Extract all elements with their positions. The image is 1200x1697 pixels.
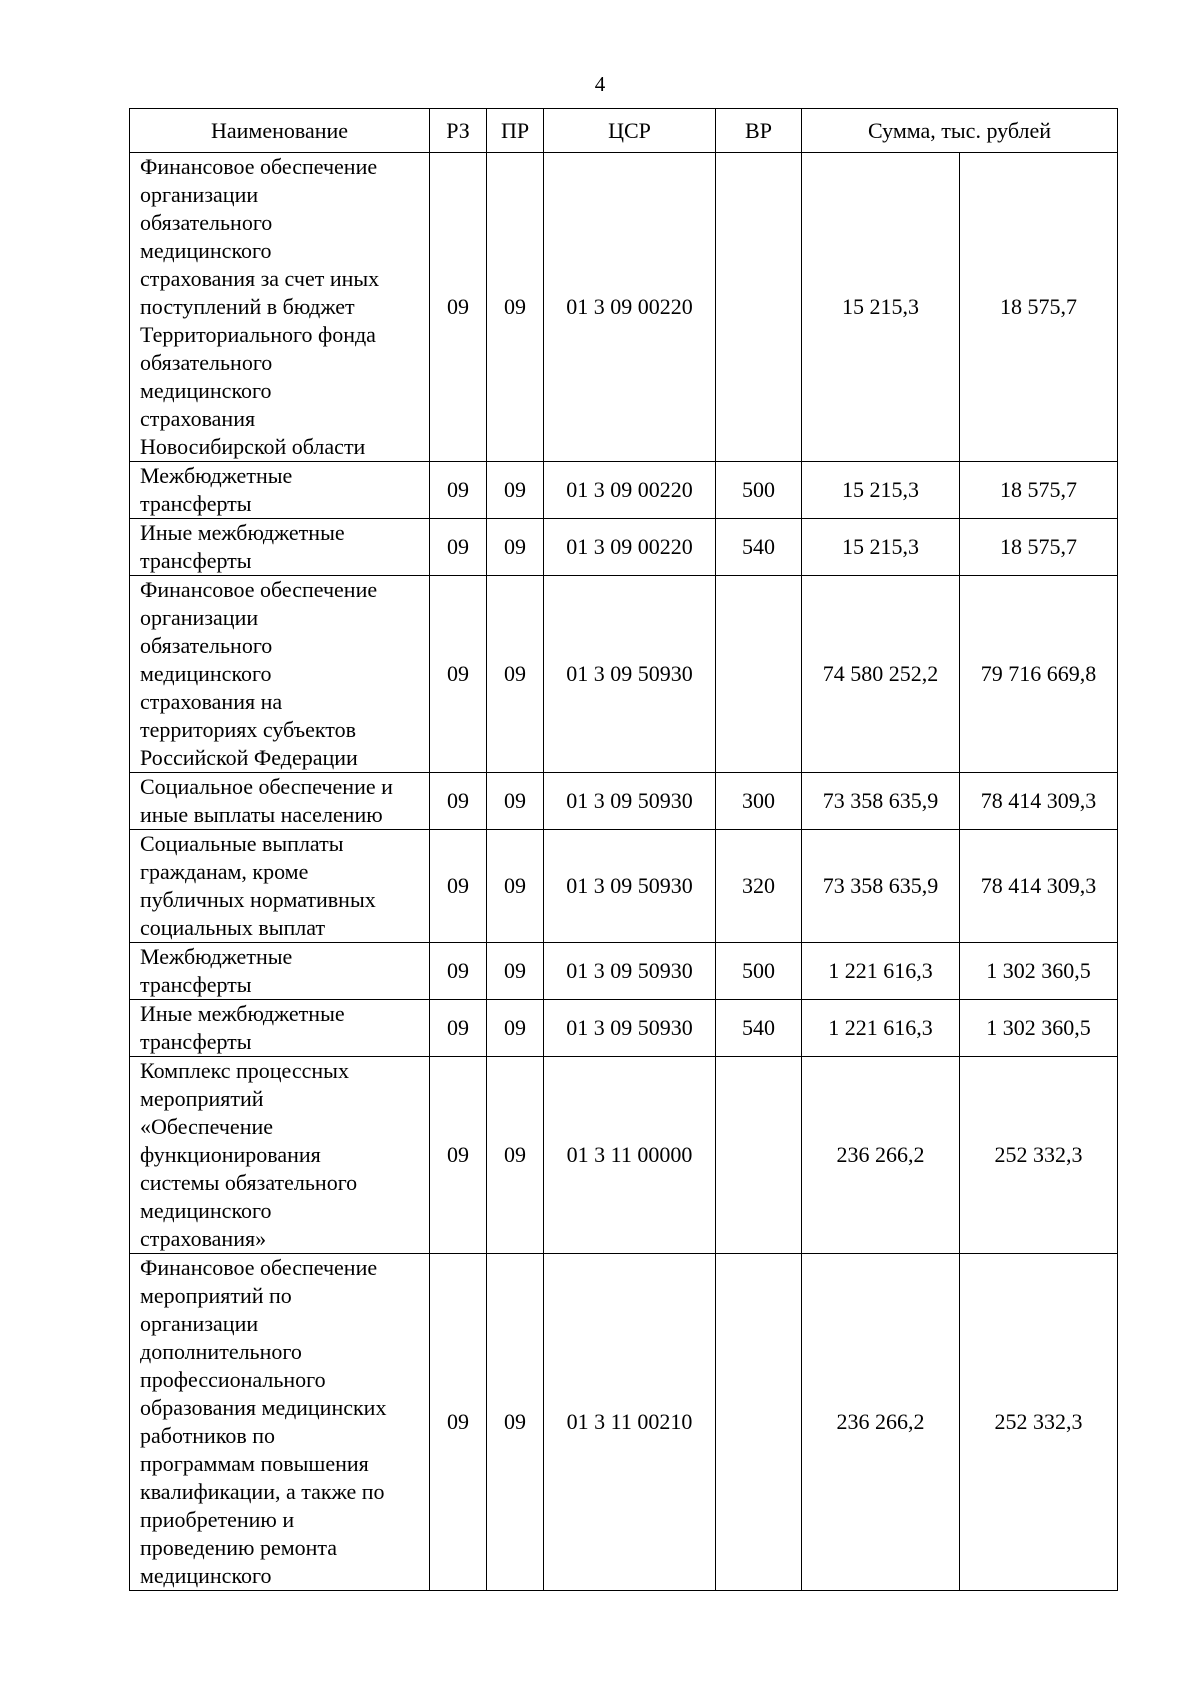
cell-vr: 320 [716,830,802,943]
cell-rz: 09 [430,519,487,576]
cell-sum-2: 1 302 360,5 [960,1000,1118,1057]
cell-rz: 09 [430,462,487,519]
cell-vr [716,1254,802,1591]
page-number: 4 [594,72,606,96]
cell-sum-1: 236 266,2 [802,1254,960,1591]
cell-vr [716,576,802,773]
cell-sum-2: 18 575,7 [960,519,1118,576]
cell-pr: 09 [487,1057,544,1254]
cell-sum-1: 15 215,3 [802,153,960,462]
cell-rz: 09 [430,1057,487,1254]
budget-table [129,108,1118,1591]
cell-vr: 500 [716,943,802,1000]
cell-name: Социальное обеспечение и иные выплаты населению [130,773,430,830]
header-rz: РЗ [430,109,487,153]
cell-pr: 09 [487,943,544,1000]
cell-rz: 09 [430,943,487,1000]
cell-rz: 09 [430,1000,487,1057]
cell-vr: 540 [716,519,802,576]
cell-pr: 09 [487,462,544,519]
table-row [130,830,1118,943]
cell-vr: 500 [716,462,802,519]
cell-vr: 300 [716,773,802,830]
table-row [130,1057,1118,1254]
cell-sum-1: 236 266,2 [802,1057,960,1254]
cell-csr: 01 3 11 00000 [544,1057,716,1254]
cell-sum-1: 15 215,3 [802,462,960,519]
cell-rz: 09 [430,576,487,773]
cell-name: Межбюджетные трансферты [130,462,430,519]
cell-sum-2: 18 575,7 [960,153,1118,462]
cell-csr: 01 3 09 50930 [544,773,716,830]
cell-pr: 09 [487,519,544,576]
cell-name: Финансовое обеспечение организации обязательного медицинского страхования за счет иных поступлений в бюджет Территориального фонда обязательного медицинского страхования Новосибирской области [130,153,430,462]
cell-sum-2: 18 575,7 [960,462,1118,519]
cell-sum-2: 78 414 309,3 [960,773,1118,830]
cell-pr: 09 [487,576,544,773]
cell-rz: 09 [430,773,487,830]
table-row [130,462,1118,519]
cell-sum-2: 252 332,3 [960,1057,1118,1254]
cell-csr: 01 3 11 00210 [544,1254,716,1591]
cell-name: Иные межбюджетные трансферты [130,519,430,576]
cell-csr: 01 3 09 00220 [544,519,716,576]
table-row [130,576,1118,773]
cell-sum-1: 1 221 616,3 [802,1000,960,1057]
cell-vr [716,1057,802,1254]
cell-pr: 09 [487,830,544,943]
table-header-row [130,109,1118,153]
cell-sum-1: 73 358 635,9 [802,773,960,830]
cell-name: Финансовое обеспечение мероприятий по организации дополнительного профессионального образования медицинских работников по программам повышения квалификации, а также по приобретению и проведению ремонта медицинского [130,1254,430,1591]
table-row [130,943,1118,1000]
cell-pr: 09 [487,153,544,462]
table-row [130,773,1118,830]
cell-csr: 01 3 09 50930 [544,1000,716,1057]
cell-sum-1: 74 580 252,2 [802,576,960,773]
header-name: Наименование [130,109,430,153]
table-row [130,153,1118,462]
cell-name: Финансовое обеспечение организации обязательного медицинского страхования на территориях субъектов Российской Федерации [130,576,430,773]
header-pr: ПР [487,109,544,153]
cell-vr: 540 [716,1000,802,1057]
cell-sum-2: 1 302 360,5 [960,943,1118,1000]
cell-rz: 09 [430,1254,487,1591]
cell-rz: 09 [430,153,487,462]
table-row [130,1000,1118,1057]
cell-vr [716,153,802,462]
cell-sum-2: 78 414 309,3 [960,830,1118,943]
cell-csr: 01 3 09 50930 [544,943,716,1000]
cell-sum-1: 73 358 635,9 [802,830,960,943]
cell-sum-2: 252 332,3 [960,1254,1118,1591]
cell-csr: 01 3 09 50930 [544,830,716,943]
cell-name: Социальные выплаты гражданам, кроме публичных нормативных социальных выплат [130,830,430,943]
cell-csr: 01 3 09 50930 [544,576,716,773]
cell-csr: 01 3 09 00220 [544,462,716,519]
cell-name: Иные межбюджетные трансферты [130,1000,430,1057]
header-vr: ВР [716,109,802,153]
cell-name: Комплекс процессных мероприятий «Обеспечение функционирования системы обязательного медицинского страхования» [130,1057,430,1254]
header-csr: ЦСР [544,109,716,153]
cell-pr: 09 [487,1000,544,1057]
cell-pr: 09 [487,1254,544,1591]
table-row [130,519,1118,576]
header-sum: Сумма, тыс. рублей [802,109,1118,153]
cell-sum-1: 1 221 616,3 [802,943,960,1000]
cell-sum-2: 79 716 669,8 [960,576,1118,773]
cell-rz: 09 [430,830,487,943]
cell-pr: 09 [487,773,544,830]
cell-name: Межбюджетные трансферты [130,943,430,1000]
cell-sum-1: 15 215,3 [802,519,960,576]
cell-csr: 01 3 09 00220 [544,153,716,462]
table-row [130,1254,1118,1591]
